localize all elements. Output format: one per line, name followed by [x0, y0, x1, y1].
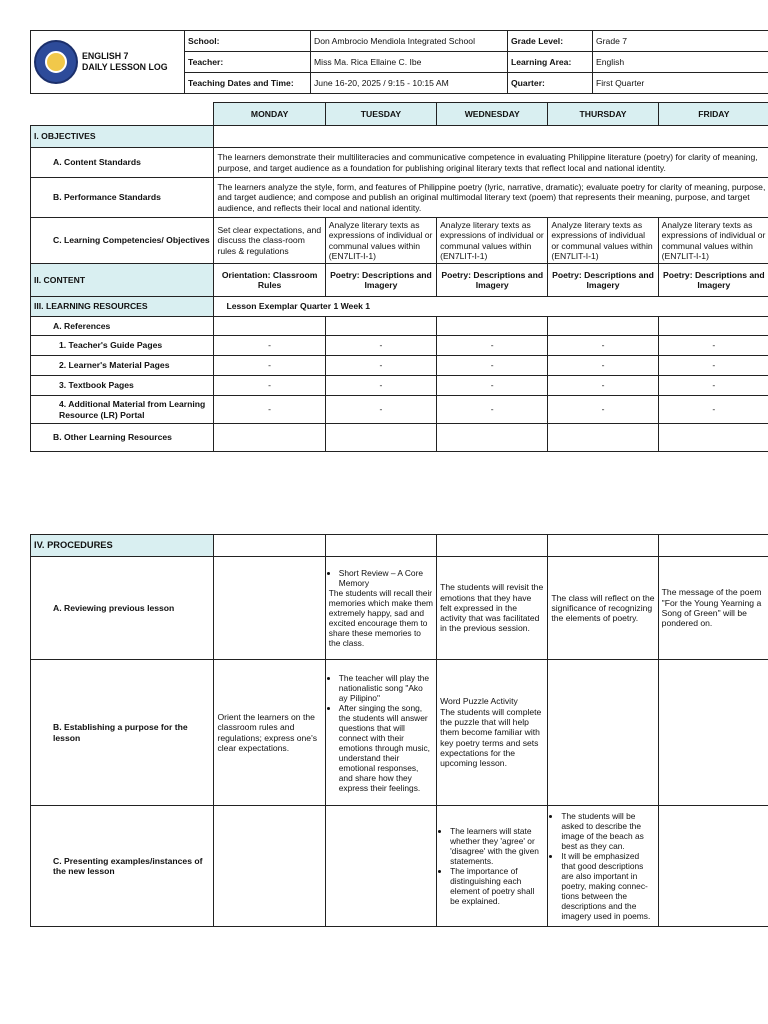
- purpose-wednesday-title: Word Puzzle Activity: [440, 696, 518, 707]
- topic-thursday: Poetry: Descriptions and Imagery: [548, 264, 658, 297]
- resources-heading-value: Lesson Exemplar Quarter 1 Week 1: [214, 297, 768, 317]
- tg-dash: -: [658, 336, 768, 356]
- competency-wednesday: Analyze literary texts as expressions of individual or communal values within (EN7LIT-I-1): [437, 218, 548, 264]
- competency-tuesday: Analyze literary texts as expressions of individual or communal values within (EN7LIT-I-1): [325, 218, 436, 264]
- examples-label: C. Presenting examples/instances of the new lesson: [31, 806, 214, 927]
- examples-thursday: [548, 806, 658, 927]
- lm-dash: -: [214, 356, 325, 376]
- teacher-value: Miss Ma. Rica Ellaine C. Ibe: [311, 52, 508, 73]
- review-friday: The message of the poem "For the Young Yearning a Song of Green" will be pondered on.: [658, 557, 768, 660]
- topic-tuesday: Poetry: Descriptions and Imagery: [325, 264, 436, 297]
- area-value: English: [593, 52, 768, 73]
- competency-friday: Analyze literary texts as expressions of individual or communal values within (EN7LIT-I-1): [658, 218, 768, 264]
- other-resources-label: B. Other Learning Resources: [31, 424, 214, 452]
- lm-dash: -: [325, 356, 436, 376]
- reviewing-label: A. Reviewing previous lesson: [31, 557, 214, 660]
- day-tuesday: TUESDAY: [325, 103, 436, 126]
- examples-wednesday: [437, 806, 548, 927]
- header-table: [30, 30, 768, 94]
- topic-wednesday: Poetry: Descriptions and Imagery: [437, 264, 548, 297]
- quarter-label: Quarter:: [508, 73, 593, 94]
- header-logo-cell: [31, 31, 185, 94]
- examples-wednesday-item: • The learners will state whether they 'agree' or 'disagree' with the given statements.: [450, 826, 544, 866]
- performance-standards-label: B. Performance Standards: [31, 178, 214, 218]
- tb-dash: -: [437, 376, 548, 396]
- purpose-wednesday: [437, 660, 548, 806]
- area-label: Learning Area:: [508, 52, 593, 73]
- topic-friday: Poetry: Descriptions and Imagery: [658, 264, 768, 297]
- day-wednesday: WEDNESDAY: [437, 103, 548, 126]
- review-wednesday: The students will revisit the emotions that they have felt expressed in the activity that was facilitated in the previous session.: [437, 557, 548, 660]
- purpose-tuesday: [325, 660, 436, 806]
- school-label: School:: [185, 31, 311, 52]
- review-tuesday-title: • Short Review – A Core Memory: [339, 568, 433, 588]
- tb-dash: -: [325, 376, 436, 396]
- tb-dash: -: [548, 376, 658, 396]
- procedures-heading: IV. PROCEDURES: [31, 535, 214, 557]
- dates-value: June 16-20, 2025 / 9:15 - 10:15 AM: [311, 73, 508, 94]
- examples-thursday-item: • The students will be asked to describe the image of the beach as best as they can.: [561, 811, 654, 851]
- deped-seal-icon: [34, 40, 78, 84]
- competency-monday: Set clear expectations, and discuss the class-room rules & regulations: [214, 218, 325, 264]
- review-monday: [214, 557, 325, 660]
- tb-dash: -: [214, 376, 325, 396]
- tg-dash: -: [437, 336, 548, 356]
- references-label: A. References: [31, 317, 214, 336]
- topic-monday: Orientation: Classroom Rules: [214, 264, 325, 297]
- review-tuesday: [325, 557, 436, 660]
- day-monday: MONDAY: [214, 103, 325, 126]
- examples-thursday-item: • It will be emphasized that good descriptions are also important in poetry, making connec-tions between the descriptions and the imagery used in poems.: [561, 851, 654, 921]
- purpose-wednesday-body: The students will complete the puzzle that will help them become familiar with key poetry terms and sets expectations for the upcoming lesson.: [440, 706, 542, 769]
- objectives-heading: I. OBJECTIVES: [31, 126, 214, 148]
- am-dash: -: [658, 396, 768, 424]
- review-thursday: The class will reflect on the significance of recognizing the elements of poetry.: [548, 557, 658, 660]
- grade-value: Grade 7: [593, 31, 768, 52]
- lm-dash: -: [437, 356, 548, 376]
- tg-dash: -: [548, 336, 658, 356]
- competency-thursday: Analyze literary texts as expressions of individual or communal values within (EN7LIT-I-1): [548, 218, 658, 264]
- am-dash: -: [325, 396, 436, 424]
- day-friday: FRIDAY: [658, 103, 768, 126]
- tb-dash: -: [658, 376, 768, 396]
- corner-cell: [31, 103, 214, 126]
- competencies-label: C. Learning Competencies/ Objectives: [31, 218, 214, 264]
- lesson-table: [30, 102, 768, 452]
- lm-dash: -: [658, 356, 768, 376]
- objectives-blank: [214, 126, 768, 148]
- content-standards-label: A. Content Standards: [31, 148, 214, 178]
- quarter-value: First Quarter: [593, 73, 768, 94]
- learners-material-label: 2. Learner's Material Pages: [31, 356, 214, 376]
- school-value: Don Ambrocio Mendiola Integrated School: [311, 31, 508, 52]
- purpose-tuesday-item: • After singing the song, the students will answer questions that will connect with their emotions through music, understand their emotional responses, and share how they express their feelings.: [339, 703, 433, 793]
- content-standards-text: The learners demonstrate their multiliteracies and communicative competence in evaluating Philippine literature (poetry) for clarity of meaning, purpose, and target audience as a foundation for publishing original literary texts that reflect local and national identity.: [214, 148, 768, 178]
- examples-wednesday-item: • The importance of distinguishing each element of poetry shall be explained.: [450, 866, 544, 906]
- textbook-label: 3. Textbook Pages: [31, 376, 214, 396]
- tg-dash: -: [325, 336, 436, 356]
- dates-label: Teaching Dates and Time:: [185, 73, 311, 94]
- procedures-table: [30, 534, 768, 927]
- performance-standards-text: The learners analyze the style, form, and features of Philippine poetry (lyric, narrative, dramatic); evaluate poetry for clarity of meaning, purpose, and target audience; and compose and publish an original multimodal literary text (poem) that represents their meaning, purpose, and target audience, and reflects their local and national identity.: [214, 178, 768, 218]
- lm-dash: -: [548, 356, 658, 376]
- purpose-tuesday-item: • The teacher will play the nationalistic song "Ako ay Pilipino": [339, 673, 433, 703]
- additional-material-label: 4. Additional Material from Learning Resource (LR) Portal: [31, 396, 214, 424]
- teacher-label: Teacher:: [185, 52, 311, 73]
- teachers-guide-label: 1. Teacher's Guide Pages: [31, 336, 214, 356]
- purpose-monday: Orient the learners on the classroom rules and regulations; express one's clear expectations.: [214, 660, 325, 806]
- grade-label: Grade Level:: [508, 31, 593, 52]
- am-dash: -: [214, 396, 325, 424]
- resources-heading: III. LEARNING RESOURCES: [31, 297, 214, 317]
- purpose-label: B. Establishing a purpose for the lesson: [31, 660, 214, 806]
- content-heading: II. CONTENT: [31, 264, 214, 297]
- log-title: ENGLISH 7 DAILY LESSON LOG: [82, 51, 168, 72]
- day-thursday: THURSDAY: [548, 103, 658, 126]
- tg-dash: -: [214, 336, 325, 356]
- review-tuesday-body: The students will recall their memories which make them extremely happy, sad and excited encourage them to share these memories to the class.: [328, 588, 434, 648]
- am-dash: -: [437, 396, 548, 424]
- am-dash: -: [548, 396, 658, 424]
